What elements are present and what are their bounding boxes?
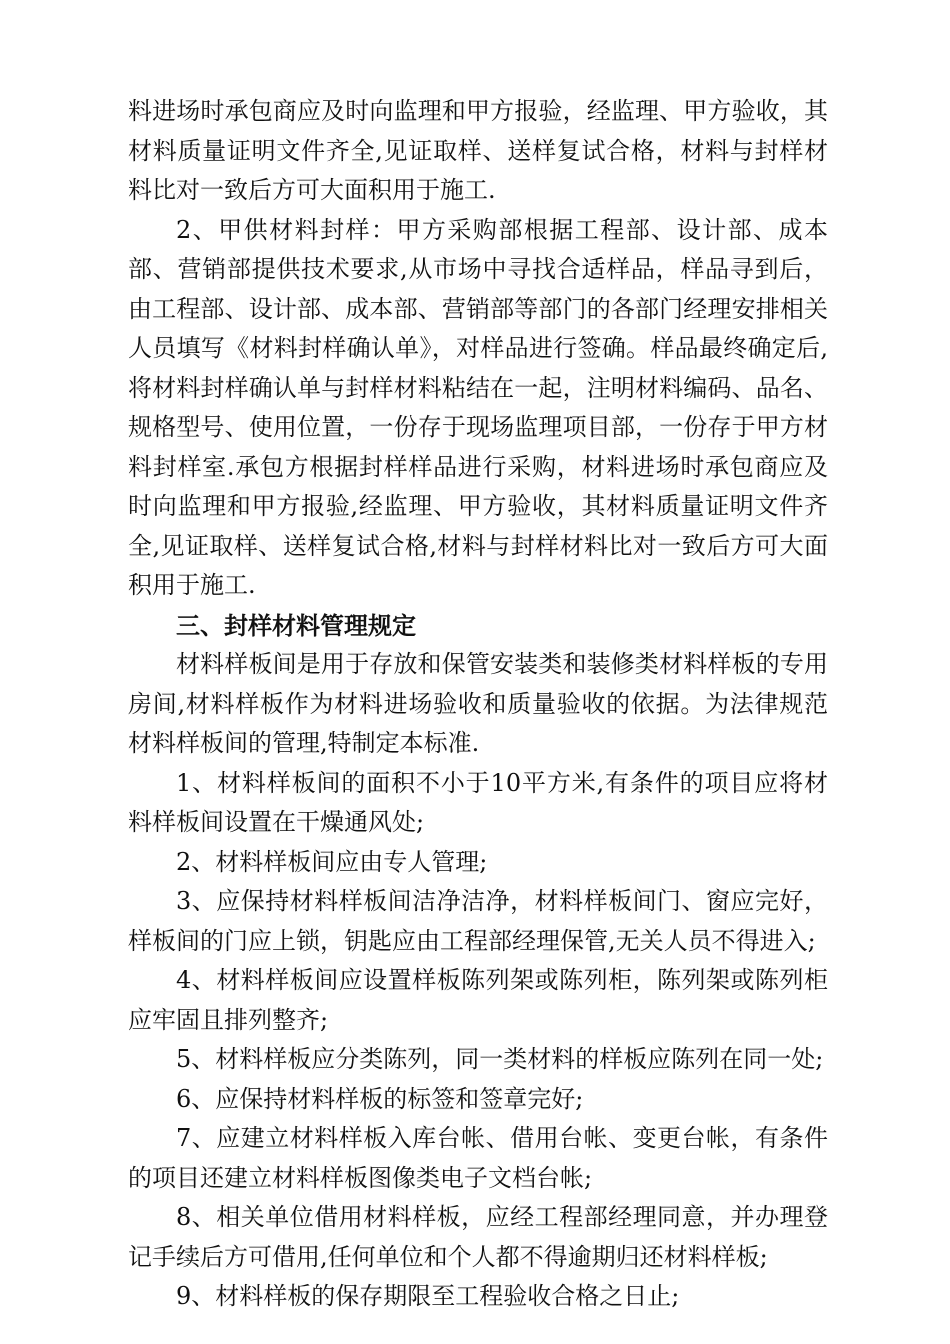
list-item-8: 8、相关单位借用材料样板，应经工程部经理同意，并办理登记手续后方可借用,任何单位和个人都不得逾期归还材料样板;: [128, 1203, 828, 1271]
list-item-3: 3、应保持材料样板间洁净洁净，材料样板间门、窗应完好，样板间的门应上锁，钥匙应由工程部经理保管,无关人员不得进入;: [128, 887, 828, 955]
paragraph-continuation: 料进场时承包商应及时向监理和甲方报验，经监理、甲方验收，其材料质量证明文件齐全,见证取样、送样复试合格，材料与封样材料比对一致后方可大面积用于施工.: [128, 97, 828, 204]
list-item-5: 5、材料样板应分类陈列，同一类材料的样板应陈列在同一处;: [176, 1045, 824, 1073]
document-body: [128, 92, 828, 1317]
list-item-1: 1、材料样板间的面积不小于10平方米,有条件的项目应将材料样板间设置在干燥通风处;: [128, 768, 828, 836]
list-item-2: 2、材料样板间应由专人管理;: [176, 847, 488, 876]
paragraph-supplied-material-sealing: 2、甲供材料封样：甲方采购部根据工程部、设计部、成本部、营销部提供技术要求,从市场中寻找合适样品，样品寻到后，由工程部、设计部、成本部、营销部等部门的各部门经理安排相关人员填写《材料封样确认单》，对样品进行签确。样品最终确定后,将材料封样确认单与封样材料粘结在一起，注明材料编码、品名、规格型号、使用位置，一份存于现场监理项目部，一份存于甲方材料封样室.承包方根据封样样品进行采购，材料进场时承包商应及时向监理和甲方报验,经监理、甲方验收，其材料质量证明文件齐全,见证取样、送样复试合格,材料与封样材料比对一致后方可大面积用于施工.: [128, 215, 828, 599]
section-heading: 三、封样材料管理规定: [176, 610, 416, 640]
list-item-4: 4、材料样板间应设置样板陈列架或陈列柜，陈列架或陈列柜应牢固且排列整齐;: [128, 966, 828, 1034]
list-item-9: 9、材料样板的保存期限至工程验收合格之日止;: [176, 1282, 680, 1310]
list-item-6: 6、应保持材料样板的标签和签章完好;: [176, 1084, 584, 1113]
paragraph-sample-room-intro: 材料样板间是用于存放和保管安装类和装修类材料样板的专用房间,材料样板作为材料进场验收和质量验收的依据。为法律规范材料样板间的管理,特制定本标准.: [128, 650, 828, 757]
list-item-7: 7、应建立材料样板入库台帐、借用台帐、变更台帐，有条件的项目还建立材料样板图像类电子文档台帐;: [128, 1124, 828, 1192]
